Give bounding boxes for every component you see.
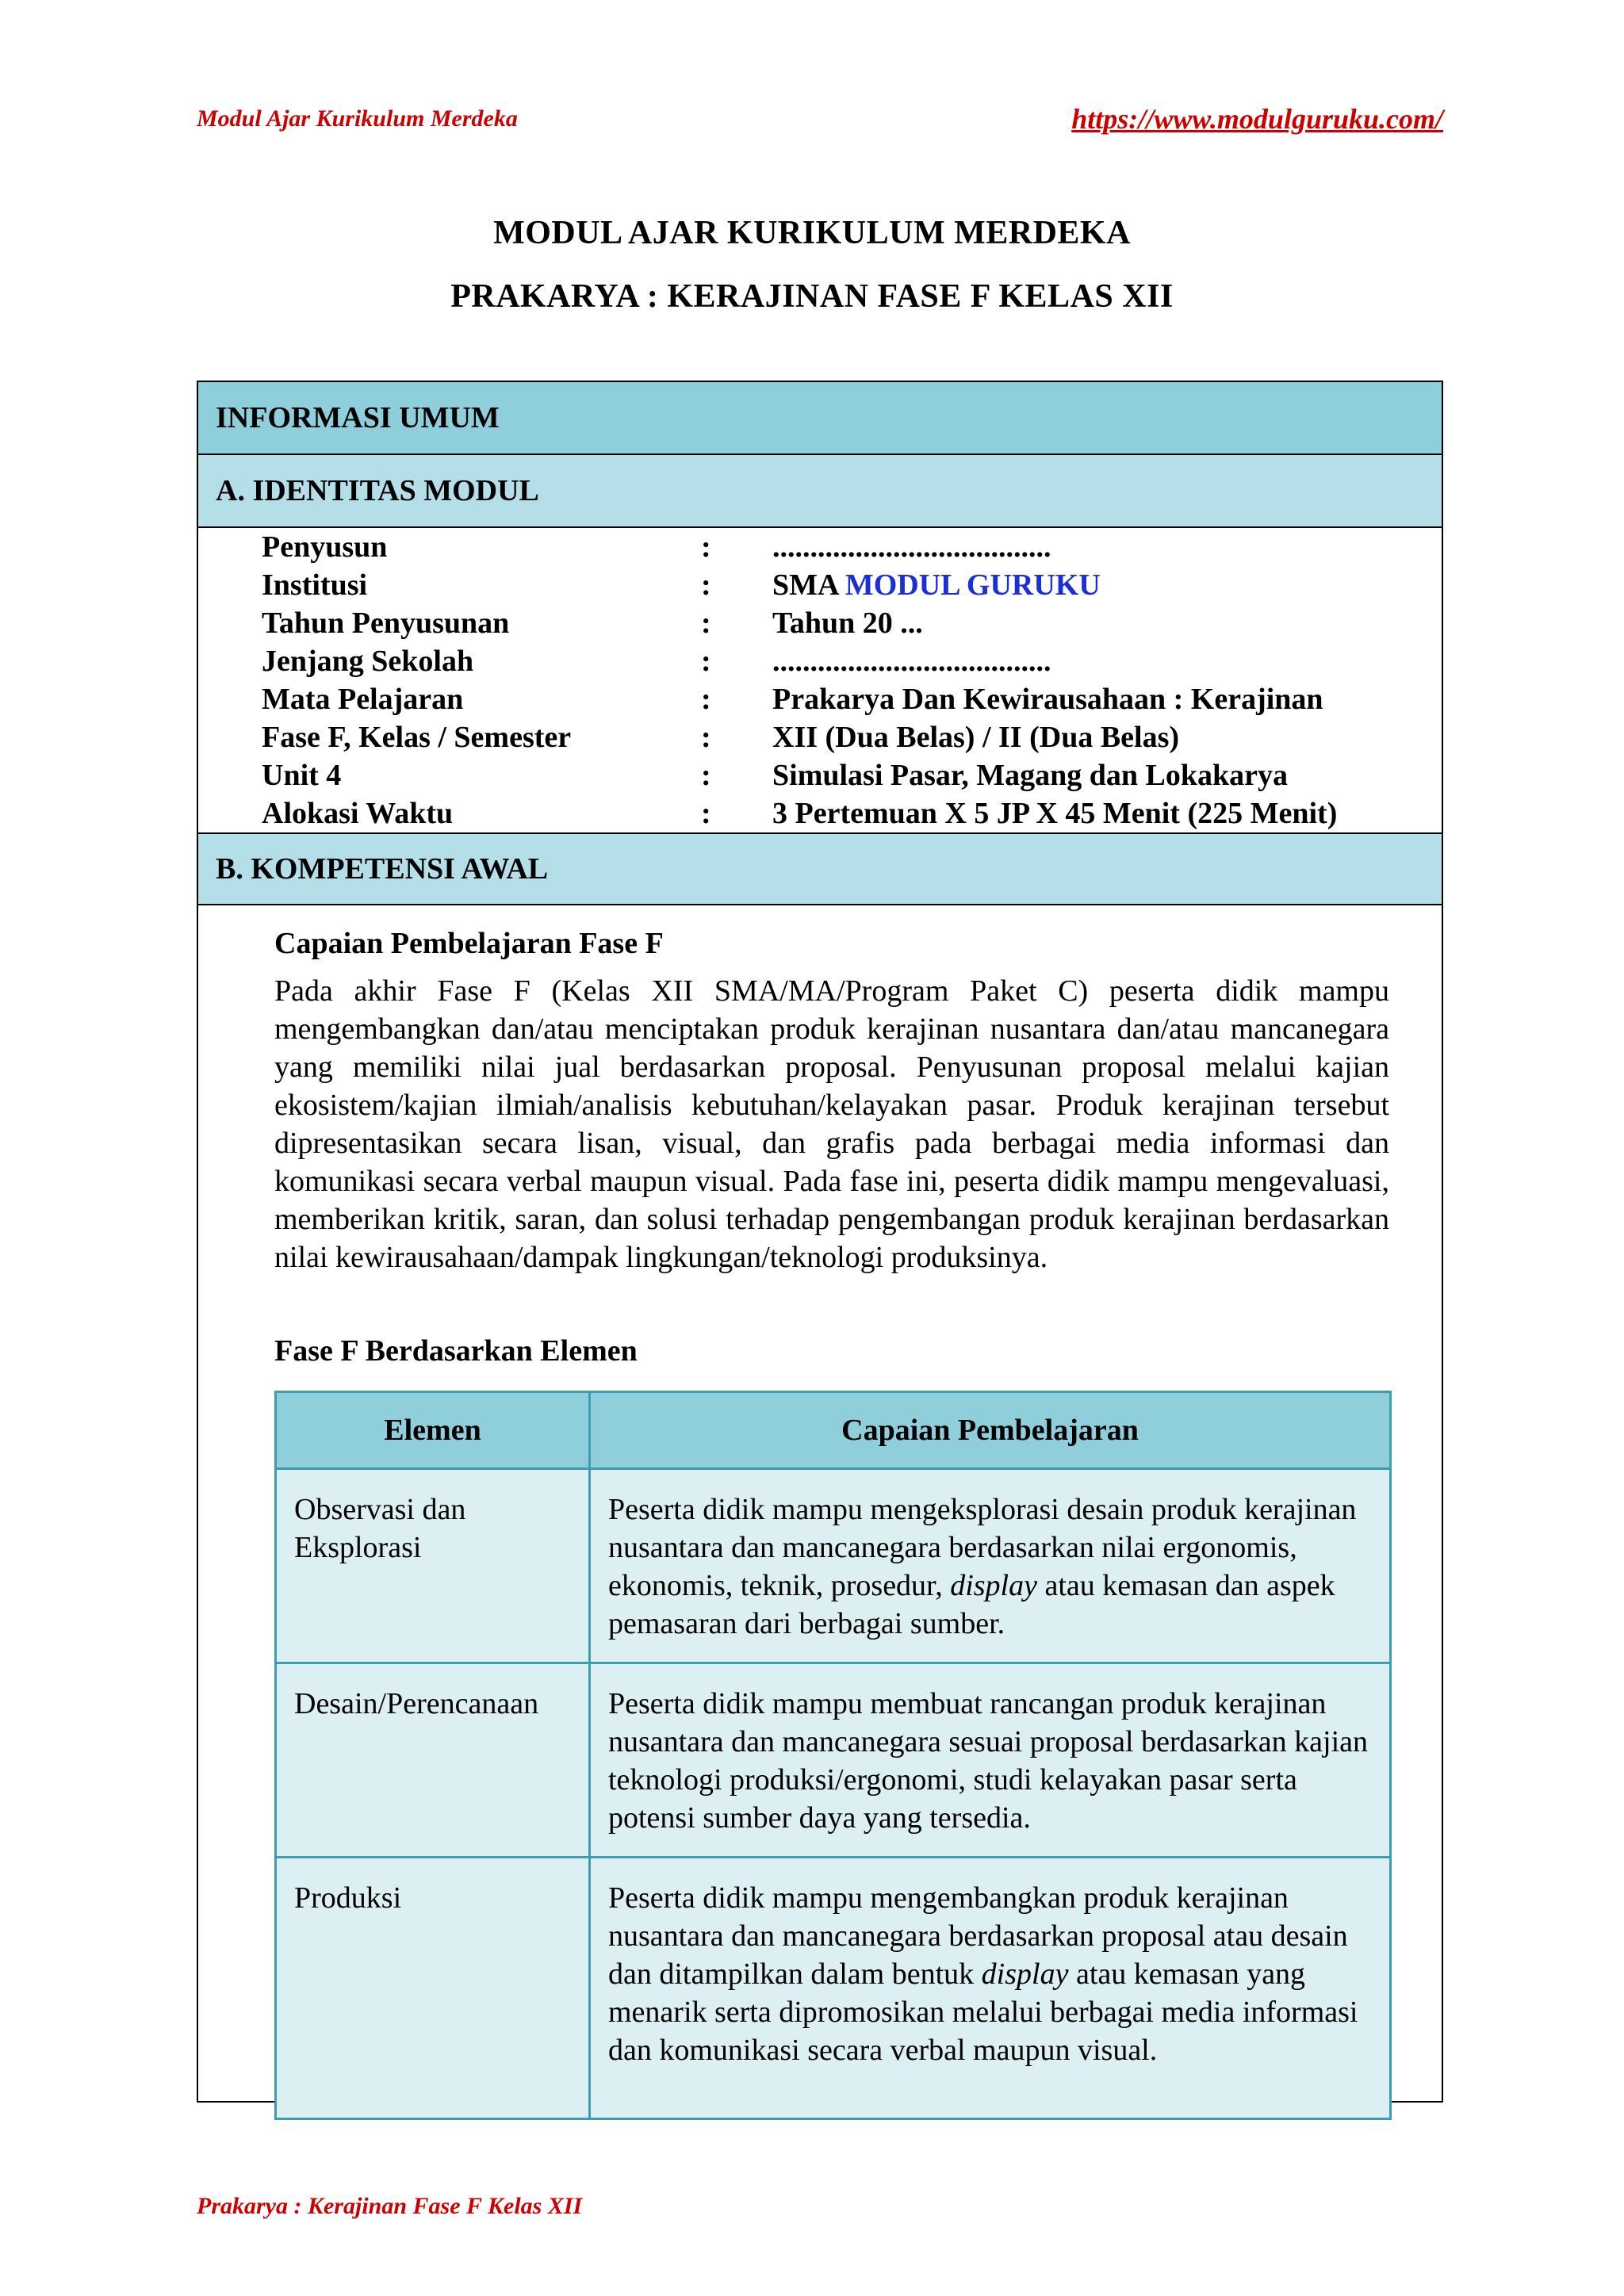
capaian-text: atau kemasan yang menarik serta dipromosikan melalui berbagai media informasi dan komunikasi secara verbal maupun visual.: [608, 1957, 1358, 2067]
identitas-label: Penyusun: [262, 530, 388, 564]
table-cell-capaian: [590, 1663, 1391, 1858]
capaian-text: Peserta didik mampu mengembangkan produk kerajinan nusantara dan mancanegara berdasarkan proposal atau desain dan ditampilkan dalam bentuk: [608, 1881, 1348, 1991]
capaian-text: Peserta didik mampu mengeksplorasi desain produk kerajinan nusantara dan mancanegara berdasarkan nilai ergonomis, ekonomis, teknik, prosedur,: [608, 1493, 1357, 1602]
identitas-label: Tahun Penyusunan: [262, 607, 510, 640]
identitas-value: .....................................: [772, 530, 1051, 564]
header-url-link[interactable]: https://www.modulguruku.com/: [1071, 103, 1443, 135]
institusi-prefix: SMA: [772, 568, 845, 602]
identitas-row-tahun: [198, 606, 1442, 644]
elemen-heading: Fase F Berdasarkan Elemen: [274, 1334, 638, 1368]
identitas-row-penyusun: [198, 530, 1442, 568]
identitas-value: .....................................: [772, 645, 1051, 678]
identitas-value: Prakarya Dan Kewirausahaan : Kerajinan: [772, 683, 1323, 716]
table-cell-elemen: Observasi dan Eksplorasi: [276, 1469, 590, 1663]
identitas-label: Mata Pelajaran: [262, 683, 464, 716]
page-subtitle: PRAKARYA : KERAJINAN FASE F KELAS XII: [450, 278, 1174, 315]
header-left-text: Modul Ajar Kurikulum Merdeka: [197, 105, 518, 132]
capaian-text: Peserta didik mampu membuat rancangan produk kerajinan nusantara dan mancanegara sesuai proposal berdasarkan kajian teknologi produksi/ergonomi, studi kelayakan pasar serta potensi sumber daya yang tersedia.: [608, 1687, 1369, 1835]
table-header-row: [276, 1392, 1391, 1469]
identitas-row-alokasi: [198, 796, 1442, 834]
section-identitas-modul: A. IDENTITAS MODUL: [198, 455, 1442, 528]
table-header-elemen: Elemen: [276, 1392, 590, 1469]
section-informasi-umum: INFORMASI UMUM: [198, 382, 1442, 455]
identitas-colon: :: [701, 721, 711, 754]
identitas-row-mapel: [198, 682, 1442, 720]
identitas-colon: :: [701, 568, 711, 602]
table-row: [276, 1858, 1391, 2119]
identitas-colon: :: [701, 797, 711, 830]
identitas-value: Tahun 20 ...: [772, 607, 923, 640]
identitas-value: [772, 568, 1101, 603]
identitas-label: Fase F, Kelas / Semester: [262, 721, 572, 754]
identitas-colon: :: [701, 683, 711, 716]
identitas-row-jenjang: [198, 644, 1442, 682]
institusi-name: MODUL GURUKU: [845, 568, 1101, 602]
table-cell-elemen: Desain/Perencanaan: [276, 1663, 590, 1858]
identitas-colon: :: [701, 645, 711, 678]
identitas-colon: :: [701, 759, 711, 792]
identitas-row-unit: [198, 758, 1442, 796]
table-cell-elemen: Produksi: [276, 1858, 590, 2119]
table-row: [276, 1663, 1391, 1858]
identitas-label: Institusi: [262, 568, 368, 602]
table-cell-capaian: [590, 1469, 1391, 1663]
elemen-table: [274, 1391, 1392, 2120]
cp-paragraph: Pada akhir Fase F (Kelas XII SMA/MA/Program Paket C) peserta didik mampu mengembangkan dan/atau menciptakan produk kerajinan nusantara dan/atau mancanegara yang memiliki nilai jual berdasarkan proposal. Penyusunan proposal melalui kajian ekosistem/kajian ilmiah/analisis kebutuhan/kelayakan pasar. Produk kerajinan tersebut dipresentasikan secara lisan, visual, dan grafis pada berbagai media informasi dan komunikasi secara verbal maupun visual. Pada fase ini, peserta didik mampu mengevaluasi, memberikan kritik, saran, dan solusi terhadap pengembangan produk kerajinan berdasarkan nilai kewirausahaan/dampak lingkungan/teknologi produksinya.: [274, 974, 1389, 1274]
cp-heading: Capaian Pembelajaran Fase F: [274, 927, 664, 960]
identitas-value: XII (Dua Belas) / II (Dua Belas): [772, 721, 1180, 754]
identitas-label: Alokasi Waktu: [262, 797, 454, 830]
page-title: MODUL AJAR KURIKULUM MERDEKA: [493, 215, 1131, 251]
identitas-label: Unit 4: [262, 759, 342, 792]
table-header-capaian: Capaian Pembelajaran: [590, 1392, 1391, 1469]
identitas-colon: :: [701, 530, 711, 564]
section-kompetensi-awal: B. KOMPETENSI AWAL: [198, 832, 1442, 905]
module-frame: [197, 381, 1443, 2103]
identitas-colon: :: [701, 607, 711, 640]
identitas-value: 3 Pertemuan X 5 JP X 45 Menit (225 Menit): [772, 797, 1338, 830]
table-cell-capaian: [590, 1858, 1391, 2119]
identitas-label: Jenjang Sekolah: [262, 645, 474, 678]
footer-text: Prakarya : Kerajinan Fase F Kelas XII: [197, 2193, 583, 2219]
identitas-row-institusi: [198, 568, 1442, 606]
capaian-text: atau kemasan dan aspek pemasaran dari berbagai sumber.: [608, 1569, 1335, 1640]
table-row: [276, 1469, 1391, 1663]
identitas-value: Simulasi Pasar, Magang dan Lokakarya: [772, 759, 1289, 792]
capaian-emphasis: display: [950, 1569, 1037, 1602]
identitas-list: [198, 530, 1442, 834]
identitas-row-fase: [198, 720, 1442, 758]
capaian-emphasis: display: [981, 1957, 1069, 1991]
